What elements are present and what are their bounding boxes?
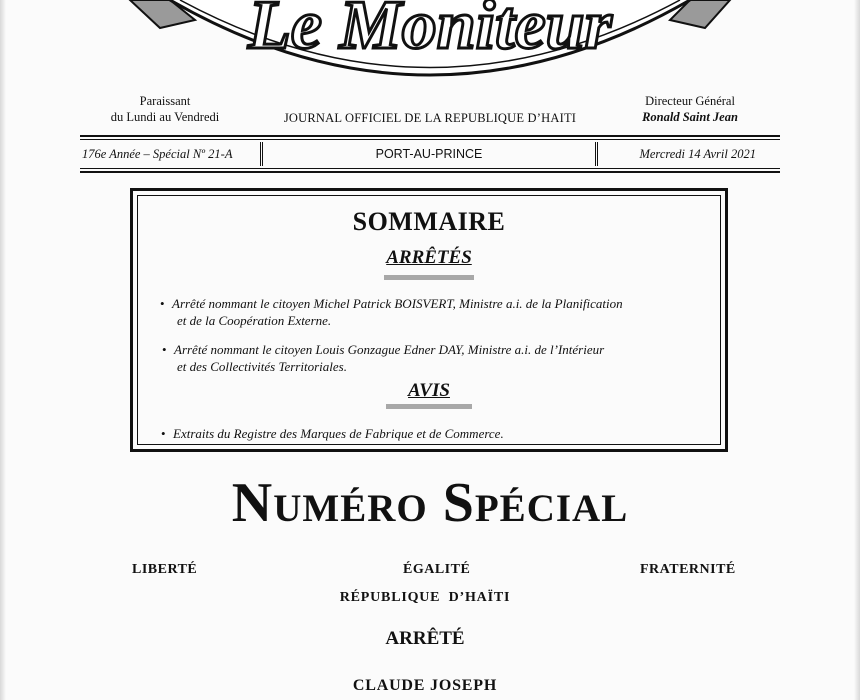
journal-subtitle: JOURNAL OFFICIEL DE LA REPUBLIQUE D’HAITI	[283, 111, 577, 125]
table-of-contents	[130, 188, 728, 452]
frequency-line1: Paraissant	[139, 94, 191, 108]
bullet-icon: •	[162, 342, 167, 357]
toc-item	[161, 425, 713, 442]
bullet-icon: •	[161, 426, 166, 441]
dateline-bar	[80, 135, 780, 173]
toc-item-line1: Arrêté nommant le citoyen Michel Patrick BOISVERT, Ministre a.i. de la Planification	[172, 296, 623, 311]
toc-section-avis: AVIS	[408, 380, 450, 401]
bullet-icon: •	[160, 296, 165, 311]
special-issue-title: Numéro Spécial	[231, 472, 629, 534]
toc-item	[162, 341, 714, 375]
toc-item-line2: et des Collectivités Territoriales.	[177, 359, 347, 374]
rule-bottom	[80, 171, 780, 173]
motto-fraternite: FRATERNITÉ	[640, 562, 736, 577]
motto-liberte: LIBERTÉ	[132, 562, 198, 577]
toc-item-line1: Arrêté nommant le citoyen Louis Gonzague Edner DAY, Ministre a.i. de l’Intérieur	[174, 342, 605, 357]
signatory-name: CLAUDE JOSEPH	[352, 677, 498, 694]
rule-top-thin	[80, 139, 780, 140]
frequency-line2: du Lundi au Vendredi	[110, 110, 220, 124]
rule-bottom-thin	[80, 168, 780, 169]
issue-date: Mercredi 14 Avril 2021	[639, 147, 756, 161]
toc-item-line2: et de la Coopération Externe.	[177, 313, 332, 328]
section-underline-bar	[384, 275, 474, 280]
masthead-logo	[100, 0, 760, 90]
section-underline-bar	[386, 404, 472, 409]
masthead-title: Le Moniteur	[248, 0, 612, 64]
city-name: PORT-AU-PRINCE	[375, 147, 483, 161]
motto-egalite: ÉGALITÉ	[403, 562, 471, 577]
toc-item	[160, 295, 712, 329]
toc-item-line1: Extraits du Registre des Marques de Fabrique et de Commerce.	[173, 426, 504, 441]
director-name: Ronald Saint Jean	[642, 110, 738, 124]
director-credit	[610, 93, 770, 125]
issue-number: 176e Année – Spécial Nº 21-A	[82, 147, 233, 161]
toc-section-arretes: ARRÊTÉS	[386, 247, 472, 268]
director-label: Directeur Général	[645, 94, 735, 108]
toc-title: SOMMAIRE	[352, 207, 506, 236]
rule-top	[80, 135, 780, 137]
republique-heading: RÉPUBLIQUE D’HAÏTI	[339, 590, 511, 605]
publication-frequency	[90, 93, 240, 125]
arrete-heading: ARRÊTÉ	[385, 628, 465, 649]
